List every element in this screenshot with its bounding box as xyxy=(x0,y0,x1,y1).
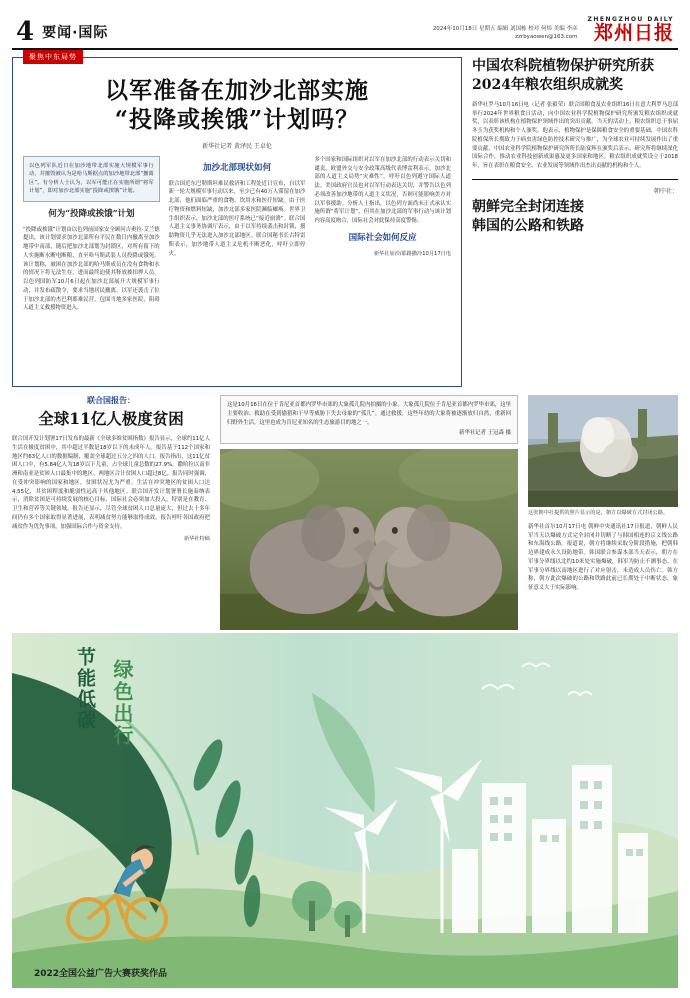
elephant-credit: 新华社记者 王冠森 摄 xyxy=(459,430,511,437)
right-top-headline: 中国农科院植物保护研究所获2024年粮农组织成就奖 xyxy=(472,58,654,93)
lead-column-2 xyxy=(169,156,306,313)
masthead-right xyxy=(433,16,674,44)
explosion-photo-caption: 这张朝中社提供的照片显示的是，朝方以爆破方式封闭公路。 xyxy=(528,510,669,516)
right-column xyxy=(472,57,678,387)
lead-standfirst: 以色列军队近日在加沙地带北部实施大规模军事行动，并摧毁被认为是哈马斯据点的加沙地带北部“撤离区”。有分析人士认为，以军可能正在实施所谓“将军计划”，即对加沙北部实施“投降或挨饿”计划。 xyxy=(23,156,160,202)
lead-subhead-2: 加沙北部现状如何 xyxy=(203,162,272,173)
elephant-photo-block xyxy=(220,395,518,630)
elephant-caption-text: 这是10月16日在位于肯尼亚首都内罗毕市郊的大象孤儿院内拍摄的小象。大象孤儿院位于肯尼亚首都内罗毕市郊，这里主要收治、救助在受到偷猎和干旱等威胁下失去母象的“孤儿”。通过救援，这些年幼的大象将被逐渐放归自然，重新回归野外生活。这里也成为肯尼亚知名的生态旅游目的地之一。 xyxy=(227,402,511,426)
elephant-photo xyxy=(220,449,518,630)
elephant-caption xyxy=(220,395,518,444)
un-report-headline: 全球11亿人极度贫困 xyxy=(38,409,184,428)
column-divider xyxy=(472,179,678,180)
lead-body-3: 多个国家和国际组织对以军在加沙北部的行动表示关切和谴责。欧盟外交与安全政策高级代表博雷利表示，加沙北部的人道主义局势“灾难性”，呼吁以色列遵守国际人道法。美国政府官员也对以军行动表达关切，并警告以色列必须改善加沙地带的人道主义状况，否则可能影响美方对以军事援助。分析人士指出，以色列方面尚未正式承认实施所谓“将军计划”，但其在加沙北部的军事行动与该计划内容高度吻合，国际社会对此保持高度警惕。 xyxy=(314,156,452,225)
page-number: 4 xyxy=(16,16,35,47)
un-report-body: 联合国开发计划署17日发布的最新《全球多维贫困指数》报告显示，全球约11亿人生活在极度贫困中，其中超过半数是18岁以下的未成年人。报告基于112个国家和地区约63亿人口的数据编制，覆盖全球超过五分之四的人口。报告指出，这11亿贫困人口中，有5.84亿人为18岁以下儿童，占全球儿童总数的27.9%。撒哈拉以南非洲和南亚是贫困人口最集中的地区，两地区合计贫困人口超过8亿。报告同时强调，在受冲突影响的国家和地区，贫困状况尤为严重。生活在冲突地区的贫困人口达4.55亿，其贫困程度和脆弱性远高于其他地区。联合国开发计划署署长施泰纳表示，消除贫困是可持续发展的核心目标，国际社会必须加大投入，特别是在教育、卫生和营养等关键领域。报告还显示，尽管全球贫困人口总量庞大，但过去十多年间仍有多个国家取得显著进展，表明减贫努力能够取得成效。报告呼吁各国政府把减贫作为优先事项，加强国际合作与资金支持。 xyxy=(12,436,210,530)
issue-date-line: 2024年10月18日 星期五 编辑 刘国栋 校对 何炜 美编 李彦 xyxy=(432,25,578,32)
right-bottom-headline xyxy=(472,198,678,236)
brand-english: ZHENGZHOU DAILY xyxy=(587,16,674,24)
lead-body-2: 联合国近东巴勒斯坦难民救济和工程处近日宣布，自以军新一轮大规模军事行动以来，至少已有40万人滞留在加沙北部，他们面临严重的食物、饮用水和医疗短缺。由于医疗物资和燃料短缺，加沙北部多家医院濒临瘫痪。世界卫生组织表示，加沙北部的医疗系统已“接近崩溃”。联合国人道主义事务协调厅表示，由于以军持续袭击和封锁，援助物资几乎无法进入加沙北部地区。联合国秘书长古特雷斯表示，加沙地带人道主义危机不断恶化，呼吁立即停火。 xyxy=(168,180,306,257)
brand-chinese: 郑州日报 xyxy=(593,22,674,45)
right-bottom-headline-line1: 朝鲜完全封闭连接 xyxy=(472,198,584,215)
lead-endline: 新华社加沙/耶路撒冷10月17日电 xyxy=(373,250,452,257)
un-report-endline: 新华社特稿 xyxy=(184,536,210,543)
public-service-poster xyxy=(12,633,678,988)
un-report-article xyxy=(12,395,210,630)
lead-column-3 xyxy=(314,156,451,313)
poster-title-2: 绿色出行 xyxy=(110,659,134,747)
section-title: 要闻·国际 xyxy=(42,25,109,41)
lead-byline: 新华社记者 黄泽民 王卓伦 xyxy=(202,142,272,150)
lead-headline-line2: “投降或挨饿”计划吗？ xyxy=(114,106,360,134)
korea-road-body: 新华社首尔10月17日电 朝鲜中央通讯社17日报道，朝鲜人民军当天以爆破方式完全封闭并切断了与韩国相连的京义线公路和东海线公路。报道说，朝方将继续采取分阶段措施，把朝韩边界建成永久设防地带。韩国联合参谋本部当天表示，朝方在军事分界线以北约10米处实施爆破，韩军为防止不测事态，在军事分界线以南地区进行了对应射击，未造成人员伤亡。韩方称，朝方此次爆破的公路和铁路此前已长期处于中断状态，象征意义大于实际影响。 xyxy=(528,523,678,592)
lead-body-1: “投降或挨饿”计划由以色列前国家安全顾问吉奥拉·艾兰德提出，该计划要求加沙北部所有平民在数日内撤离至加沙地带中南部，随后把加沙北部划为封锁区，对所有留下的人实施断水断电断粮，直至哈马斯武装人员投降或饿死。该计划称，被困在加沙北部的哈马斯成员在没有食物和水的情况下将无法生存，进而最终迫使其释放被扣押人员。以色列国防军10月6日起在加沙北部展开大规模军事行动，并发布疏散令，要求当地居民撤离。以军还袭击了位于加沙北部的杰巴利耶难民营，包围当地多家医院，阻碍人道主义救援物资进入。 xyxy=(23,226,160,312)
issue-meta xyxy=(433,25,578,45)
poster-title-1: 节能低碳 xyxy=(74,647,96,731)
lead-subhead-3: 国际社会如何反应 xyxy=(348,232,417,243)
masthead-left xyxy=(16,16,109,47)
masthead xyxy=(12,0,678,50)
un-report-label: 联合国报告： xyxy=(87,396,135,405)
topic-tag: 聚焦中东局势 xyxy=(23,50,83,64)
middle-section xyxy=(12,395,678,630)
brand-block xyxy=(588,16,674,44)
korea-road-block xyxy=(528,395,678,630)
lead-columns xyxy=(23,156,451,313)
explosion-photo xyxy=(528,395,678,507)
lead-column-1 xyxy=(23,156,160,313)
poster-caption: 2022全国公益广告大赛获奖作品 xyxy=(34,969,168,979)
lead-headline xyxy=(23,76,451,135)
lead-subhead-1: 何为“投降或挨饿”计划 xyxy=(48,208,135,219)
lead-headline-line1: 以军准备在加沙北部实施 xyxy=(105,77,369,104)
lead-article xyxy=(12,53,462,387)
contact-email: zzrbyaowen@163.com xyxy=(515,33,578,40)
right-bottom-agency: 朝中社： xyxy=(653,187,678,195)
top-section xyxy=(12,53,678,387)
right-top-body: 新华社罗马10月16日电（记者 张毅荣）联合国粮食及农业组织16日在意大利罗马总部举行2024年世界粮食日活动，向中国农业科学院植物保护研究所颁发粮农组织成就奖，以表彰该机构在植物保护领域作出的突出贡献。当天的活动上，粮农组织总干事屈冬玉为获奖机构和个人颁奖。他表示，植物保护是保障粮食安全的重要基础，中国农科院植保所长期致力于病虫害绿色防控技术研究与推广，为全球农业可持续发展作出了重要贡献。中国农业科学院植物保护研究所所长陆宴辉在颁奖后表示，研究所将继续深化国际合作，推动农业科技创新成果惠及更多国家和地区。粮农组织成就奖设立于2018年，旨在表彰在粮食安全、农业发展等领域作出杰出贡献的机构和个人。 xyxy=(472,101,678,170)
right-bottom-headline-line2: 韩国的公路和铁路 xyxy=(472,217,584,234)
